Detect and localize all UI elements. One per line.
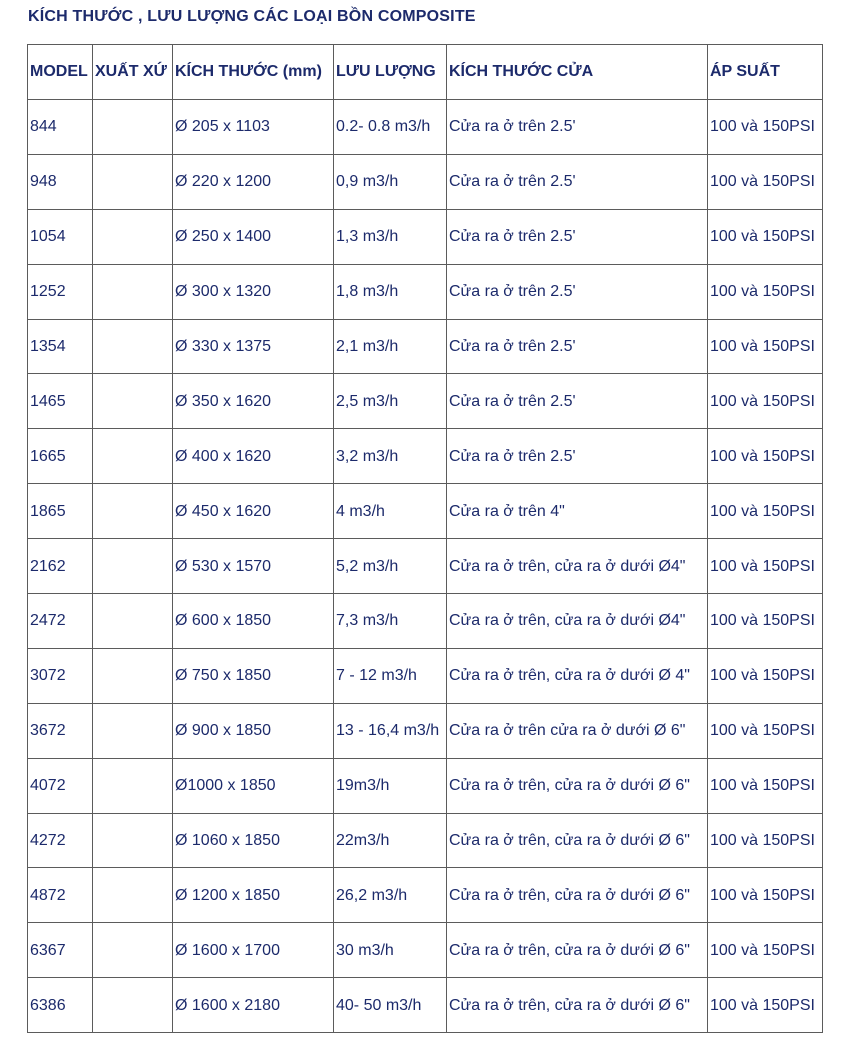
cell-flow: 1,3 m3/h xyxy=(334,209,447,264)
cell-flow: 19m3/h xyxy=(334,758,447,813)
cell-size: Ø 1600 x 1700 xyxy=(173,923,334,978)
cell-pressure: 100 và 150PSI xyxy=(708,319,823,374)
cell-port: Cửa ra ở trên, cửa ra ở dưới Ø 6" xyxy=(447,978,708,1033)
cell-port: Cửa ra ở trên, cửa ra ở dưới Ø 6" xyxy=(447,813,708,868)
cell-flow: 0,9 m3/h xyxy=(334,154,447,209)
cell-size: Ø 1600 x 2180 xyxy=(173,978,334,1033)
cell-pressure: 100 và 150PSI xyxy=(708,648,823,703)
cell-port: Cửa ra ở trên 4" xyxy=(447,484,708,539)
cell-model: 1354 xyxy=(28,319,93,374)
cell-pressure: 100 và 150PSI xyxy=(708,539,823,594)
cell-model: 3072 xyxy=(28,648,93,703)
cell-origin xyxy=(93,374,173,429)
cell-size: Ø 300 x 1320 xyxy=(173,264,334,319)
table-row xyxy=(28,594,823,649)
cell-origin xyxy=(93,813,173,868)
cell-flow: 2,5 m3/h xyxy=(334,374,447,429)
cell-size: Ø1000 x 1850 xyxy=(173,758,334,813)
table-row xyxy=(28,429,823,484)
cell-pressure: 100 và 150PSI xyxy=(708,868,823,923)
cell-model: 1465 xyxy=(28,374,93,429)
page-title: KÍCH THƯỚC , LƯU LƯỢNG CÁC LOẠI BỒN COMPOSITE xyxy=(28,8,476,25)
cell-size: Ø 205 x 1103 xyxy=(173,100,334,155)
cell-flow: 7 - 12 m3/h xyxy=(334,648,447,703)
cell-model: 6386 xyxy=(28,978,93,1033)
cell-pressure: 100 và 150PSI xyxy=(708,978,823,1033)
table-row xyxy=(28,758,823,813)
cell-origin xyxy=(93,100,173,155)
cell-pressure: 100 và 150PSI xyxy=(708,209,823,264)
cell-origin xyxy=(93,594,173,649)
header-pressure: ÁP SUẤT xyxy=(708,45,823,100)
cell-model: 1865 xyxy=(28,484,93,539)
table-row xyxy=(28,374,823,429)
cell-size: Ø 750 x 1850 xyxy=(173,648,334,703)
cell-size: Ø 400 x 1620 xyxy=(173,429,334,484)
cell-flow: 2,1 m3/h xyxy=(334,319,447,374)
cell-pressure: 100 và 150PSI xyxy=(708,264,823,319)
table-row xyxy=(28,703,823,758)
cell-port: Cửa ra ở trên, cửa ra ở dưới Ø 6" xyxy=(447,868,708,923)
cell-pressure: 100 và 150PSI xyxy=(708,813,823,868)
cell-size: Ø 600 x 1850 xyxy=(173,594,334,649)
cell-port: Cửa ra ở trên 2.5' xyxy=(447,264,708,319)
cell-flow: 5,2 m3/h xyxy=(334,539,447,594)
cell-pressure: 100 và 150PSI xyxy=(708,758,823,813)
cell-origin xyxy=(93,539,173,594)
cell-size: Ø 900 x 1850 xyxy=(173,703,334,758)
cell-port: Cửa ra ở trên, cửa ra ở dưới Ø 6" xyxy=(447,758,708,813)
table-row xyxy=(28,648,823,703)
table-row xyxy=(28,813,823,868)
cell-port: Cửa ra ở trên 2.5' xyxy=(447,429,708,484)
cell-port: Cửa ra ở trên 2.5' xyxy=(447,209,708,264)
cell-origin xyxy=(93,758,173,813)
cell-origin xyxy=(93,978,173,1033)
cell-origin xyxy=(93,154,173,209)
table-row xyxy=(28,868,823,923)
table-row xyxy=(28,923,823,978)
cell-port: Cửa ra ở trên 2.5' xyxy=(447,374,708,429)
cell-port: Cửa ra ở trên 2.5' xyxy=(447,319,708,374)
cell-pressure: 100 và 150PSI xyxy=(708,100,823,155)
table-row xyxy=(28,484,823,539)
cell-pressure: 100 và 150PSI xyxy=(708,154,823,209)
cell-size: Ø 530 x 1570 xyxy=(173,539,334,594)
cell-pressure: 100 và 150PSI xyxy=(708,703,823,758)
cell-model: 4072 xyxy=(28,758,93,813)
cell-origin xyxy=(93,648,173,703)
cell-model: 1252 xyxy=(28,264,93,319)
cell-origin xyxy=(93,484,173,539)
cell-origin xyxy=(93,264,173,319)
table-row xyxy=(28,978,823,1033)
cell-size: Ø 220 x 1200 xyxy=(173,154,334,209)
cell-size: Ø 250 x 1400 xyxy=(173,209,334,264)
table-row xyxy=(28,539,823,594)
cell-model: 4872 xyxy=(28,868,93,923)
cell-pressure: 100 và 150PSI xyxy=(708,923,823,978)
cell-model: 1054 xyxy=(28,209,93,264)
cell-origin xyxy=(93,868,173,923)
cell-model: 3672 xyxy=(28,703,93,758)
header-size: KÍCH THƯỚC (mm) xyxy=(173,45,334,100)
cell-flow: 3,2 m3/h xyxy=(334,429,447,484)
cell-model: 4272 xyxy=(28,813,93,868)
cell-origin xyxy=(93,429,173,484)
cell-size: Ø 1060 x 1850 xyxy=(173,813,334,868)
cell-flow: 13 - 16,4 m3/h xyxy=(334,703,447,758)
cell-flow: 30 m3/h xyxy=(334,923,447,978)
cell-model: 2162 xyxy=(28,539,93,594)
cell-flow: 26,2 m3/h xyxy=(334,868,447,923)
cell-model: 948 xyxy=(28,154,93,209)
cell-flow: 0.2- 0.8 m3/h xyxy=(334,100,447,155)
header-row xyxy=(28,45,823,100)
spec-table xyxy=(27,44,823,1033)
cell-origin xyxy=(93,209,173,264)
cell-size: Ø 1200 x 1850 xyxy=(173,868,334,923)
cell-origin xyxy=(93,319,173,374)
header-origin: XUẤT XỨ xyxy=(93,45,173,100)
cell-pressure: 100 và 150PSI xyxy=(708,484,823,539)
cell-port: Cửa ra ở trên, cửa ra ở dưới Ø 4" xyxy=(447,648,708,703)
cell-size: Ø 330 x 1375 xyxy=(173,319,334,374)
cell-pressure: 100 và 150PSI xyxy=(708,374,823,429)
header-port: KÍCH THƯỚC CỬA xyxy=(447,45,708,100)
cell-model: 1665 xyxy=(28,429,93,484)
cell-port: Cửa ra ở trên 2.5' xyxy=(447,154,708,209)
cell-flow: 40- 50 m3/h xyxy=(334,978,447,1033)
cell-origin xyxy=(93,923,173,978)
cell-port: Cửa ra ở trên cửa ra ở dưới Ø 6" xyxy=(447,703,708,758)
table-row xyxy=(28,100,823,155)
cell-flow: 4 m3/h xyxy=(334,484,447,539)
header-model: MODEL xyxy=(28,45,93,100)
cell-port: Cửa ra ở trên, cửa ra ở dưới Ø 6" xyxy=(447,923,708,978)
cell-model: 844 xyxy=(28,100,93,155)
table-row xyxy=(28,264,823,319)
table-row xyxy=(28,319,823,374)
cell-pressure: 100 và 150PSI xyxy=(708,594,823,649)
table-row xyxy=(28,209,823,264)
cell-flow: 7,3 m3/h xyxy=(334,594,447,649)
cell-pressure: 100 và 150PSI xyxy=(708,429,823,484)
cell-port: Cửa ra ở trên, cửa ra ở dưới Ø4" xyxy=(447,594,708,649)
cell-model: 2472 xyxy=(28,594,93,649)
cell-size: Ø 450 x 1620 xyxy=(173,484,334,539)
cell-port: Cửa ra ở trên, cửa ra ở dưới Ø4" xyxy=(447,539,708,594)
header-flow: LƯU LƯỢNG xyxy=(334,45,447,100)
cell-origin xyxy=(93,703,173,758)
cell-flow: 22m3/h xyxy=(334,813,447,868)
cell-flow: 1,8 m3/h xyxy=(334,264,447,319)
cell-model: 6367 xyxy=(28,923,93,978)
table-row xyxy=(28,154,823,209)
cell-size: Ø 350 x 1620 xyxy=(173,374,334,429)
cell-port: Cửa ra ở trên 2.5' xyxy=(447,100,708,155)
